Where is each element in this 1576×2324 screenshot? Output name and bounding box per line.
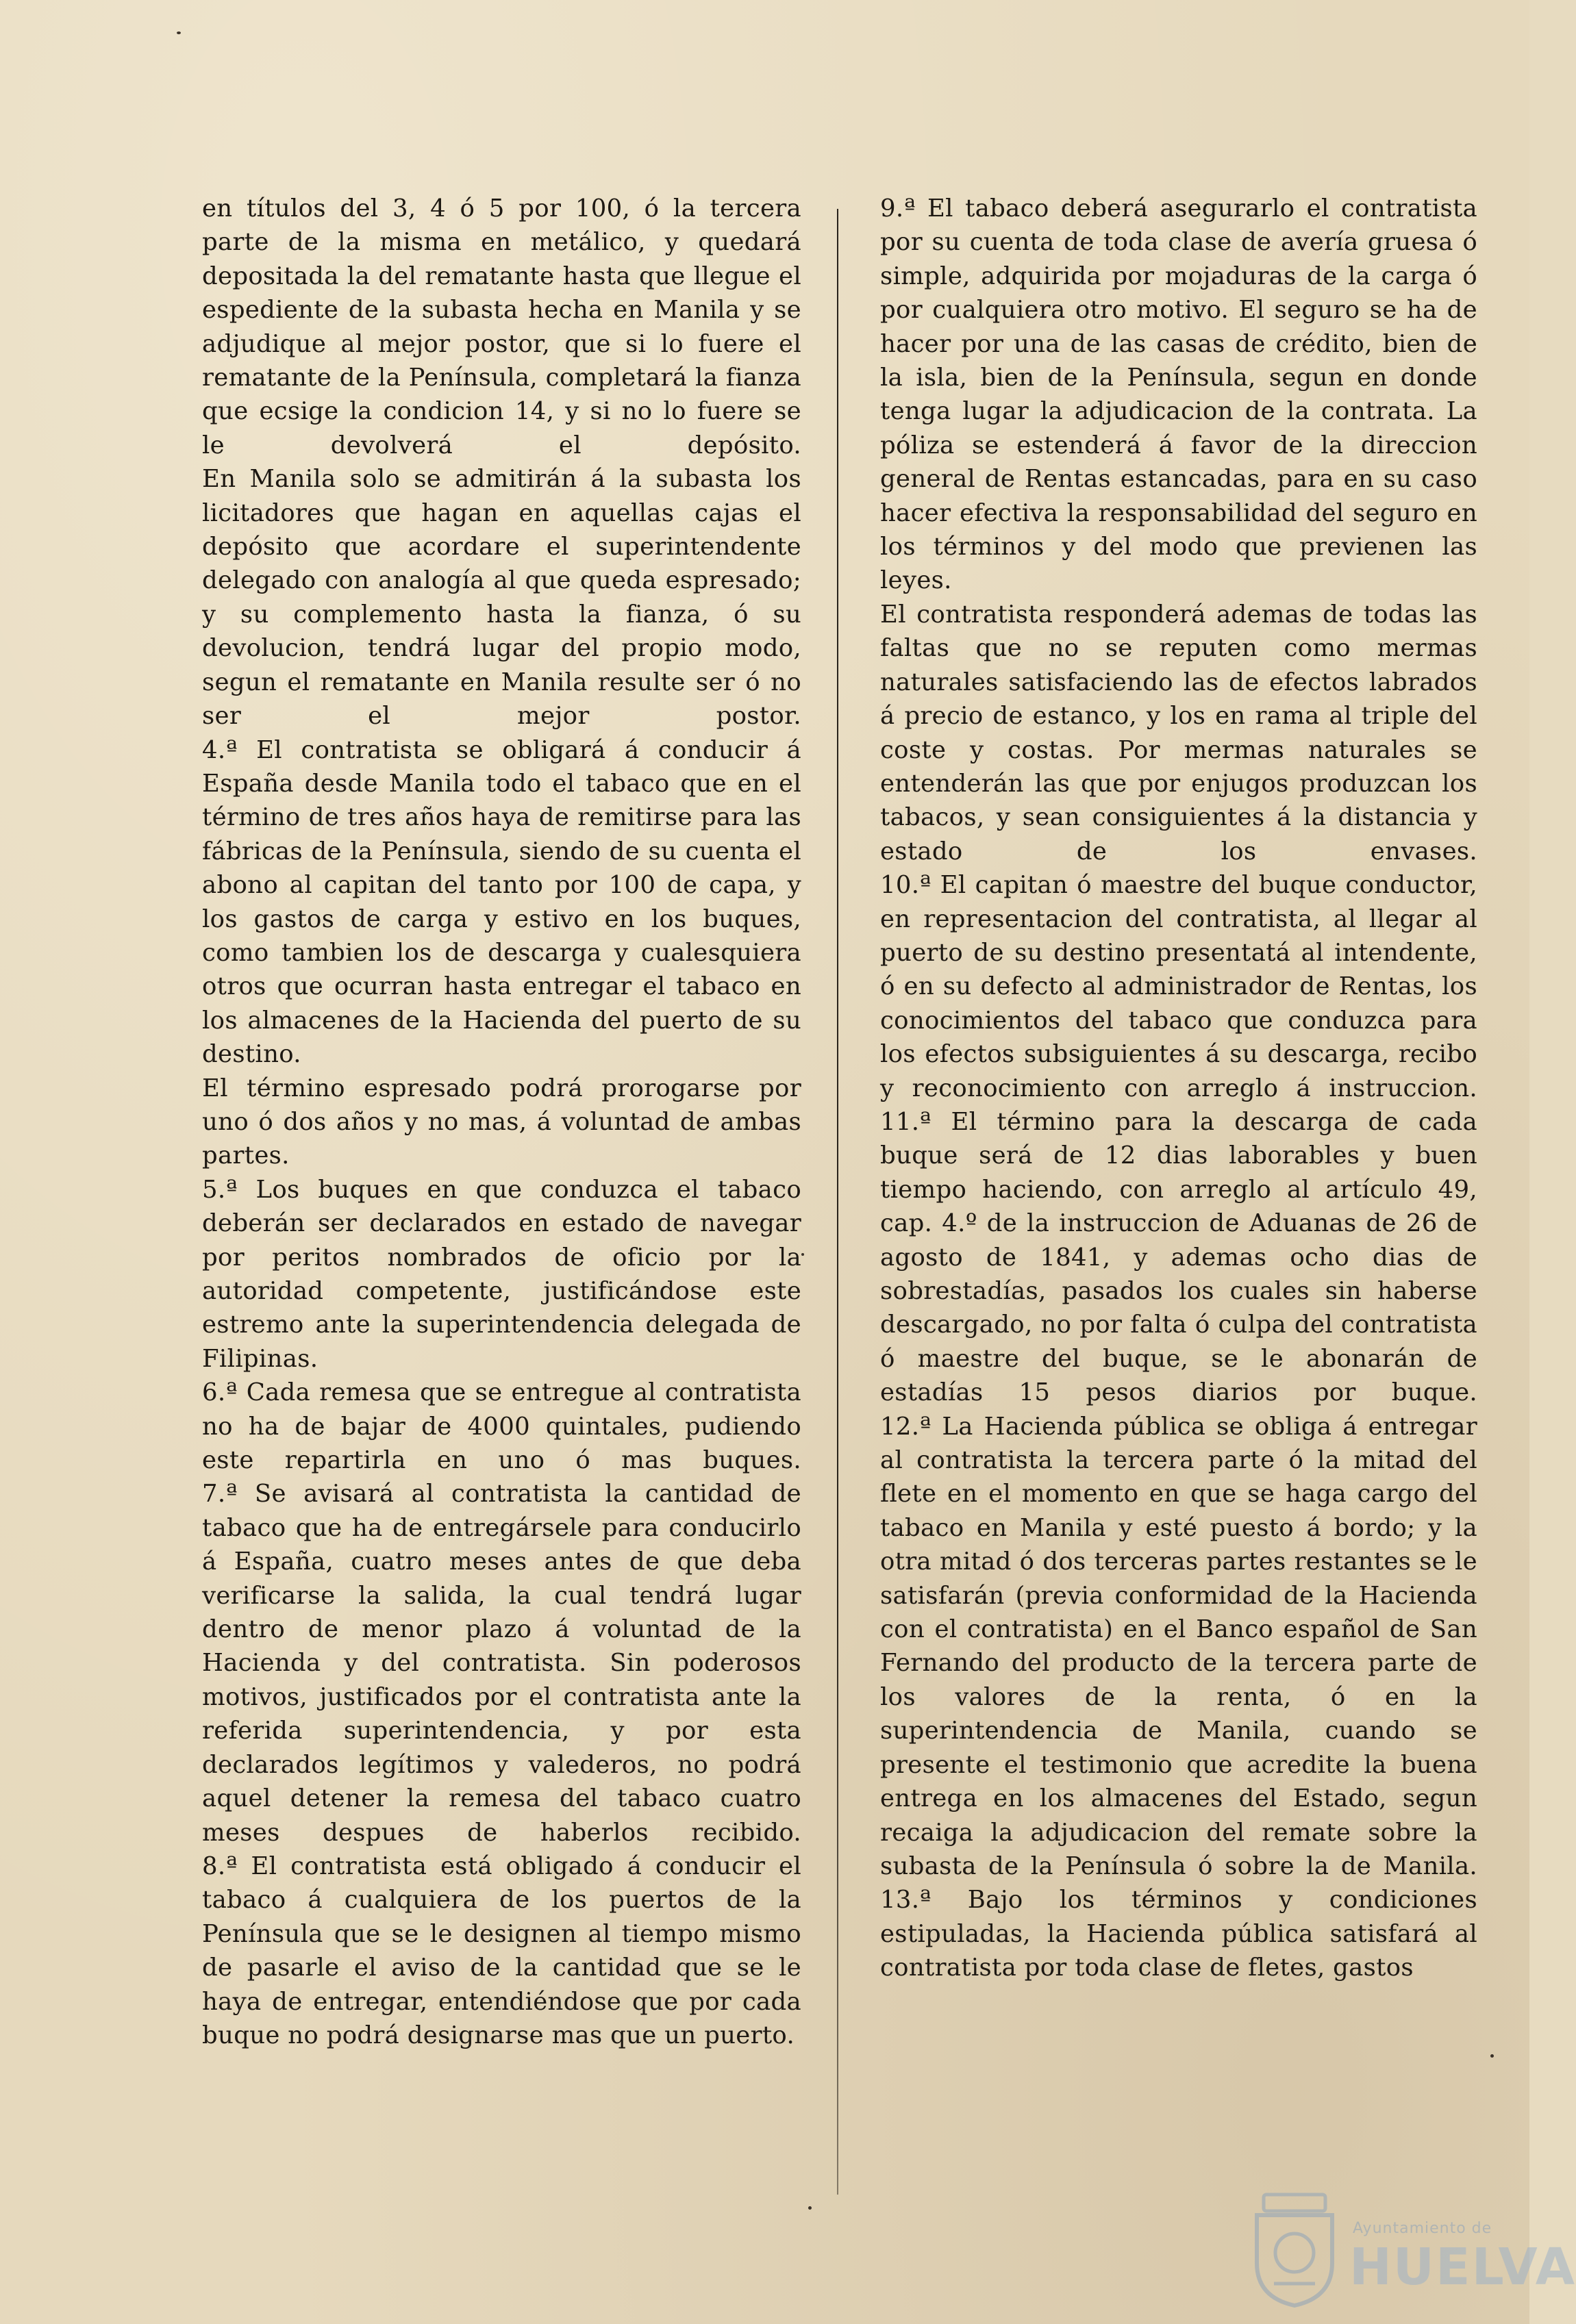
paragraph: 12.ª La Hacienda pública se obliga á entregar al contratista la tercera parte ó la mitad del flete en el momento en que se haga cargo del tabaco en Manila y esté puesto á bordo; y la otra mitad ó dos terceras partes restantes se le satisfarán (previa conformidad de la Hacienda con el contratista) en el Banco español de San Fernando del producto de la tercera parte de los valores de la renta, ó en la superintendencia de Manila, cuando se presente el testimonio que acredite la buena entrega en los almacenes del Estado, segun recaiga la adjudicacion del remate sobre la subasta de la Península ó sobre la de Manila. — [880, 1412, 1477, 1880]
right-text-column — [880, 192, 1477, 1985]
crest-icon — [1243, 2188, 1346, 2308]
ink-speck — [177, 31, 181, 34]
paragraph: 13.ª Bajo los términos y condiciones estipuladas, la Hacienda pública satisfará al contratista por toda clase de fletes, gastos — [880, 1886, 1477, 1982]
paragraph: El contratista responderá ademas de todas las faltas que no se reputen como mermas naturales satisfaciendo las de efectos labrados á precio de estanco, y los en rama al triple del coste y costas. Por mermas naturales se entenderán las que por enjugos produzcan los tabacos, y sean consiguientes á la distancia y estado de los envases. — [880, 600, 1477, 866]
watermark-title: HUELVA — [1349, 2238, 1576, 2297]
ink-speck — [801, 1253, 804, 1256]
column-divider — [837, 209, 838, 2195]
ink-speck — [1490, 2054, 1494, 2058]
paragraph: 7.ª Se avisará al contratista la cantidad de tabaco que ha de entregársele para conducirlo á España, cuatro meses antes de que deba verificarse la salida, la cual tendrá lugar dentro de menor plazo á voluntad de la Hacienda y del contratista. Sin poderosos motivos, justificados por el contratista ante la referida superintendencia, y por esta declarados legítimos y valederos, no podrá aquel detener la remesa del tabaco cuatro meses despues de haberlos recibido. — [202, 1480, 801, 1847]
paragraph: El término espresado podrá prorogarse por uno ó dos años y no mas, á voluntad de ambas partes. — [202, 1074, 801, 1170]
left-text-column — [202, 192, 801, 2052]
paragraph: 8.ª El contratista está obligado á conducir el tabaco á cualquiera de los puertos de la Península que se le designen al tiempo mismo de pasarle el aviso de la cantidad que se le haya de entregar, entendiéndose que por cada buque no podrá designarse mas que un puerto. — [202, 1852, 801, 2049]
paragraph: 5.ª Los buques en que conduzca el tabaco deberán ser declarados en estado de navegar por peritos nombrados de oficio por la autoridad competente, justificándose este estremo ante la superintendencia delegada de Filipinas. — [202, 1175, 801, 1373]
paragraph: en títulos del 3, 4 ó 5 por 100, ó la tercera parte de la misma en metálico, y quedará depositada la del rematante hasta que llegue el espediente de la subasta hecha en Manila y se adjudique al mejor postor, que si lo fuere el rematante de la Península, completará la fianza que ecsige la condicion 14, y si no lo fuere se le devolverá el depósito. — [202, 194, 801, 459]
paragraph: 10.ª El capitan ó maestre del buque conductor, en representacion del contratista, al llegar al puerto de su destino presentatá al intendente, ó en su defecto al administrador de Rentas, los conocimientos del tabaco que conduzca para los efectos subsiguientes á su descarga, recibo y reconocimiento con arreglo á instruccion. — [880, 871, 1477, 1102]
paragraph: En Manila solo se admitirán á la subasta los licitadores que hagan en aquellas cajas el depósito que acordare el superintendente delegado con analogía al que queda espresado; y su complemento hasta la fianza, ó su devolucion, tendrá lugar del propio modo, segun el rematante en Manila resulte ser ó no ser el mejor postor. — [202, 465, 801, 731]
paragraph: 11.ª El término para la descarga de cada buque será de 12 dias laborables y buen tiempo haciendo, con arreglo al artículo 49, cap. 4.º de la instruccion de Aduanas de 26 de agosto de 1841, y ademas ocho dias de sobrestadías, pasados los cuales sin haberse descargado, no por falta ó culpa del contratista ó maestre del buque, se le abonarán de estadías 15 pesos diarios por buque. — [880, 1107, 1477, 1407]
paragraph: 9.ª El tabaco deberá asegurarlo el contratista por su cuenta de toda clase de avería gruesa ó simple, adquirida por mojaduras de la carga ó por cualquiera otro motivo. El seguro se ha de hacer por una de las casas de crédito, bien de la isla, bien de la Península, segun en donde tenga lugar la adjudicacion de la contrata. La póliza se estenderá á favor de la direccion general de Rentas estancadas, para en su caso hacer efectiva la responsabilidad del seguro en los términos y del modo que previenen las leyes. — [880, 194, 1477, 595]
watermark-subtitle: Ayuntamiento de — [1353, 2220, 1492, 2237]
paragraph: 4.ª El contratista se obligará á conducir á España desde Manila todo el tabaco que en el término de tres años haya de remitirse para las fábricas de la Península, siendo de su cuenta el abono al capitan del tanto por 100 de capa, y los gastos de carga y estivo en los buques, como tambien los de descarga y cualesquiera otros que ocurran hasta entregar el tabaco en los almacenes de la Hacienda del puerto de su destino. — [202, 735, 801, 1069]
paragraph: 6.ª Cada remesa que se entregue al contratista no ha de bajar de 4000 quintales, pudiendo este repartirla en uno ó mas buques. — [202, 1378, 801, 1475]
ink-speck — [808, 2206, 812, 2210]
watermark — [1233, 2184, 1576, 2314]
